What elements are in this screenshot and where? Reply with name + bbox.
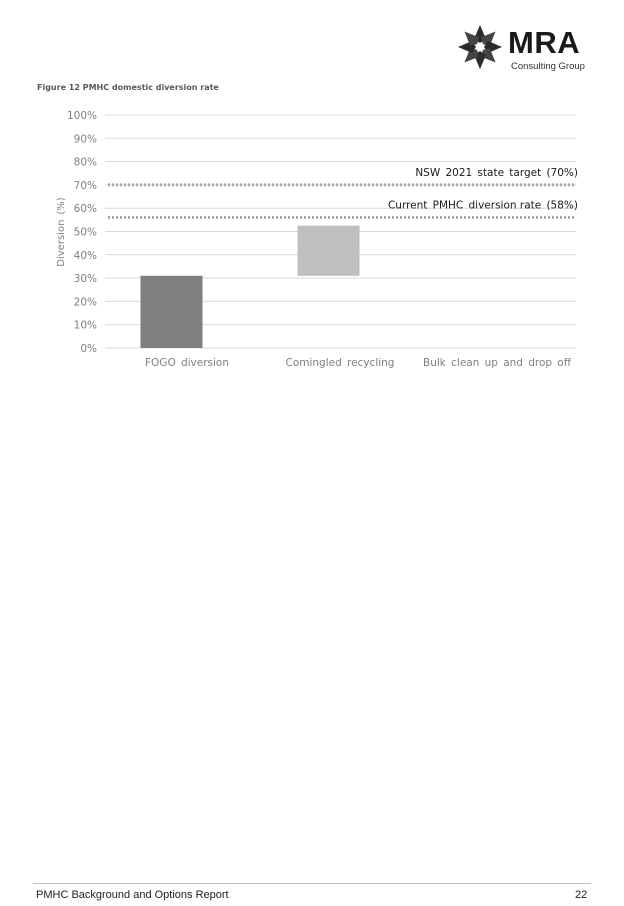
y-tick-label: 90%	[73, 133, 97, 146]
y-tick-label: 30%	[73, 273, 97, 286]
footer-page-number: 22	[575, 889, 588, 901]
x-axis-ticks	[145, 357, 572, 369]
y-tick-label: 80%	[73, 156, 97, 169]
chart-bars	[141, 226, 360, 348]
y-tick-label: 50%	[73, 226, 97, 239]
footer-report-title: PMHC Background and Options Report	[36, 889, 229, 901]
y-axis-label: Diversion (%)	[56, 197, 67, 267]
bar-2	[298, 226, 360, 276]
bar-1	[141, 276, 203, 348]
diversion-chart	[0, 0, 624, 400]
y-tick-label: 0%	[80, 343, 97, 355]
footer-divider	[33, 883, 591, 884]
logo-name: MRA	[508, 25, 581, 60]
y-tick-label: 70%	[73, 179, 97, 192]
y-tick-label: 60%	[73, 203, 97, 216]
reference-line-label: Current PMHC diversion rate (58%)	[387, 199, 578, 212]
y-tick-label: 20%	[73, 296, 97, 309]
logo-subtitle: Consulting Group	[511, 61, 585, 72]
y-tick-label: 100%	[66, 110, 97, 122]
x-tick-label: Bulk clean up and drop off	[423, 357, 571, 369]
x-tick-label: Comingled recycling	[285, 357, 395, 369]
y-tick-label: 10%	[73, 319, 97, 332]
x-tick-label: FOGO diversion	[145, 357, 229, 369]
reference-line-label: NSW 2021 state target (70%)	[415, 166, 578, 179]
figure-caption: Figure 12 PMHC domestic diversion rate	[37, 83, 219, 92]
chart-reference-lines	[108, 167, 578, 218]
y-axis-ticks	[67, 110, 97, 355]
y-tick-label: 40%	[73, 249, 97, 262]
